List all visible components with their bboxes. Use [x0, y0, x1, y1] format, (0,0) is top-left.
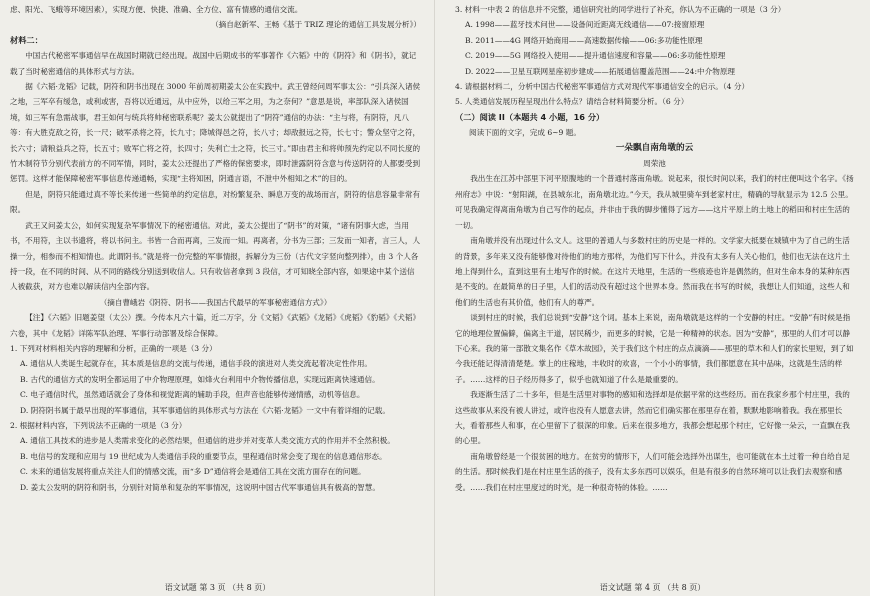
- option: A. 1998——蓝牙技术问世——设备间近距离无线通信——07:接窗原理: [465, 20, 705, 30]
- paragraph: 我逐渐生活了二十多年，但是生活里对事物的感知和选择却是依据平常的这些经历。而在我家乡那个村庄里，我的这些故事从来没有被人讲过，或许也没有人愿意去讲，然而它们确实都在那里存在着，默默地影响着我。我在那里长大，看着那些人和事，在心里留下了很深的印象。后来在很多地方，我都会想起那个村庄，它好像一朵云，一直飘在我的心里。: [455, 390, 850, 446]
- page-footer: 语文试题 第 4 页 （共 8 页）: [599, 583, 706, 592]
- option: B. 2011——4G 网络开始商用——高速数据传输——06:多功能性原理: [465, 35, 703, 45]
- option: A. 通信从人类诞生起就存在，其本质是信息的交流与传递，通信手段的演进对人类交流起着决定性作用。: [20, 359, 373, 369]
- option: C. 2019——5G 网络投入使用——提升通信速度和容量——06:多功能性原理: [465, 51, 726, 61]
- option: D. 姜太公发明的阴符和阴书，分别针对简单和复杂的军事情况，这说明中国古代军事通信具有极高的智慧。: [20, 482, 380, 492]
- continued-text: 虑、阳光、飞蛾等环境因素），实现方便、快捷、准确、全方位、富有情感的通信交流。: [10, 5, 303, 14]
- question-5: 5. 人类通信发展历程呈现出什么特点？请结合材料简要分析。（6 分）: [455, 97, 689, 107]
- source-citation: （摘自赵新军、王畅《基于 TRIZ 理论的通信工具发展分析》）: [211, 20, 421, 30]
- paragraph: 但是，阴符只能通过真不等长来传递一些简单的约定信息，对纷繁复杂、瞬息万变的战场而言，阴符的信息容量非常有限。: [10, 189, 421, 215]
- paragraph: 武王又问姜太公，如何实现复杂军事情况下的秘密通信。对此，姜太公提出了“阴书”的对策，“诸有阴事大虑，当用书，不用符，主以书遗将，将以书问主。书皆一合而再离，三发而一知。再离者，分书为三部；三发而一知者，言三人，人操一分，相参而不相知情也。此谓阴书。”就是将一份完整的军事情报，拆解分为三份（古代文字竖向整列排），由 3 个人各持一段，在不同的时间、从不同的路线分别送到收信人。只有收信者拿到 3 段信，才可知晓全部内容，如果途中某个送信人被截获，对方也难以解读信内全部内容。: [10, 220, 421, 292]
- question-1: 1. 下列对材料相关内容的理解和分析，正确的一项是（3 分）: [10, 343, 217, 353]
- paragraph: 南角墩曾经是一个很贫困的地方。在贫穷的情形下，人们可能会选择外出谋生，也可能就在本土过着一种自给自足的生活。那时候我们是在村庄里生活的孩子，没有太多东西可以娱乐，但是有很多的自然环境可以让我们去观察和感受。……我们在村庄里度过的时光，是一种很奇特的体验。……: [455, 451, 850, 492]
- paragraph: 中国古代秘密军事通信早在战国时期就已经出现。战国中后期成书的军事著作《六韬》中的《阴符》和《阴书》，就记载了当时秘密通信的具体形式与方法。: [10, 51, 417, 76]
- option: D. 阴符阴书属于最早出现的军事通信，其军事通信的具体形式与方法在《六韬·龙韬》一文中有着详细的记载。: [20, 405, 390, 415]
- option: B. 电信号的发现和应用与 19 世纪成为人类通信手段的重要节点，里程通信时常会变了现在的信息通信形态。: [20, 451, 387, 461]
- material-heading: 材料二：: [10, 34, 43, 45]
- author: 周荣池: [643, 159, 666, 169]
- option: B. 古代的通信方式的发明全都运用了中介物理原理，如烽火台利用中介物传播信息，实现远距离快速通信。: [20, 374, 380, 384]
- option: A. 通信工具技术的进步是人类需求变化的必然结果，但通信的进步并对变革人类交流方式的作用并不全然积极。: [20, 436, 395, 446]
- instructions: 阅读下面的文字，完成 6~9 题。: [469, 128, 581, 138]
- note: 【注】《六韬》旧题姜望（太公）撰。今传本凡六十篇，近二万字，分《文韬》《武韬》《龙韬》《虎韬》《豹韬》《犬韬》六卷，其中《龙韬》详陈军队治理、军事行动部署及综合保障。: [10, 313, 421, 338]
- section-heading: （二）阅读 II（本题共 4 小题，16 分）: [455, 111, 605, 122]
- option: C. 未来的通信发展将重点关注人们的情感交流，而“多 D”通信将会是通信工具在交流方面存在的问题。: [20, 467, 366, 477]
- story-title: 一朵飘自南角墩的云: [615, 142, 694, 153]
- question-3: 3. 材料一中表 2 的信息并不完整，通信研究社的同学进行了补充，你认为不正确的一项是（3 分）: [455, 5, 786, 14]
- question-2: 2. 根据材料内容，下列说法不正确的一项是（3 分）: [10, 420, 187, 430]
- page-footer: 语文试题 第 3 页 （共 8 页）: [164, 583, 271, 592]
- option: D. 2022——卫星互联网星座初步建成——拓展通信覆盖范围——24:中介物原理: [465, 66, 736, 76]
- question-4: 4. 请根据材料二，分析中国古代秘密军事通信方式对现代军事通信安全的启示。（4 分）: [455, 82, 750, 92]
- option: C. 电子通信时代，虽然通话就会了身体和视觉距离的辅助手段，但声音也能够传递情感，动机等信息。: [20, 390, 365, 400]
- source-citation: （摘自曹峨岩《阴符、阴书——我国古代最早的军事秘密通信方式》）: [99, 297, 332, 307]
- paragraph: 南角墩并没有出现过什么文人。这里的普通人与多数村庄的历史是一样的。文学家大抵要在城镇中为了自己的生活的背景，多年来又没有能够像对待他们的地方那样，为他们写下什么，并没有太多有人关心他们，他们也无法在这片土地上得到什么，直到这里有土地写作的时候。在这片天地里，生活的一些痕迹也许是偶然的，但对生命本身的某种东西是不变的。在最简单的日子里，人们的活动没有超过这个世界本身。然而我在书写的时候，我想让人们知道，这些人和他们的生活也有其价值，他们有人的尊严。: [455, 236, 850, 307]
- paragraph: 据《六韬·龙韬》记载，阴符和阴书出现在 3000 年前周初期姜太公在实践中。武王曾经问周军事太公：“引兵深入诸侯之地，三军卒有缓急，或利或害，吾将以近通远，从中应外，以给三军之用，为之奈何？”意思是说，率部队深入诸侯国境，如三军有急需战事，君王如何与统兵将帅秘密联系呢？姜太公就提出了“阴符”通信的办法：“主与将，有阴符，凡八等：有大胜克敌之符，长一尺；破军杀将之符，长九寸；降城得邑之符，长八寸；却敌报远之符，长七寸；警众坚守之符，长六寸；请粮益兵之符，长五寸；败军亡将之符，长四寸；失利亡士之符，长三寸。”即由君主和将帅预先约定以不同长度的竹木制符节分别代表前方的不同军情，同时，姜太公还提出了严格的保密要求，即时泄露阴符含意与传送阴符的人都要受到惩罚。这样才能保障秘密军事信息传递通畅，实现“主将知困，阴通言语，不泄中外相知之术”的目的。: [10, 82, 421, 184]
- page-4: [435, 0, 870, 596]
- paragraph: 谈到村庄的时候，我们总说到“安静”这个词。基本上来说，南角墩就是这样的一个安静的村庄。“安静”有时候是指它的地理位置偏僻，偏离主干道，居民稀少，而更多的时候，它是一种精神的状态。因为“安静”，那里的人们才可以静下心来。我的第一部散文集名作《草木故园》，关于我们这个村庄的点点滴滴——那里的草木和人们的家长里短，到了如今我还能记得清清楚楚。掌上的庄稼地，丰收时的欢喜，一个小小的事情，我们都愿意在其中品味，这就是生活的样子。……这样的日子经历得多了，似乎也就知道了什么是最重要的。: [455, 313, 854, 384]
- paragraph: 我出生在江苏中部里下河平原腹地的一个普通村落南角墩。说起来，很长时间以来，我们的村庄便叫这个名字。《扬州府志》中说：“射阳湖，在县城东北，南角墩北边。”今天，我从城里骑车到老家村庄，精确的导航显示为 12.5 公里。可见我确定得离南角墩为自己写作的起点，并非由于我的脚步懂得了远方——这片平原上的土地上的稻田和村庄生活的一切。: [455, 174, 854, 230]
